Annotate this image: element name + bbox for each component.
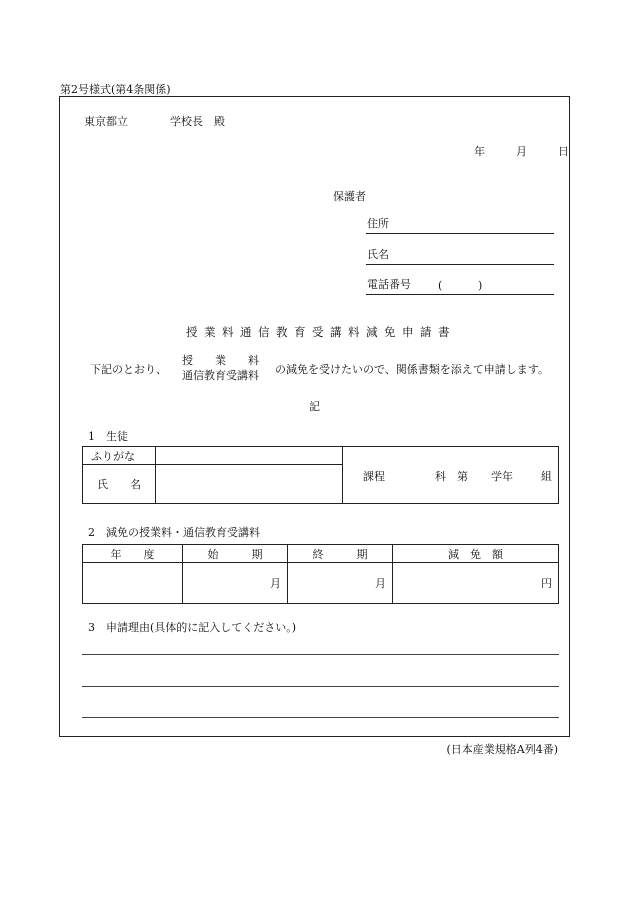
- student-table: [82, 446, 559, 504]
- col-fiscal-year: 年 度: [83, 545, 183, 563]
- amount-input[interactable]: [393, 563, 559, 604]
- date-year-label: 年: [474, 145, 485, 158]
- course-label: 課程: [363, 470, 385, 483]
- ka-label: 科: [435, 470, 446, 483]
- name-input[interactable]: [156, 465, 343, 504]
- intro-before: 下記のとおり、: [90, 363, 167, 376]
- date-month-label: 月: [516, 145, 527, 158]
- phone-paren-close: ): [478, 279, 483, 292]
- reduction-table: [82, 544, 559, 604]
- reason-line-2[interactable]: [82, 686, 559, 687]
- intro-option-stack: [182, 353, 259, 383]
- section2-heading: 2 減免の授業料・通信教育受講料: [88, 526, 260, 539]
- section3-heading: 3 申請理由(具体的に記入してください。): [88, 621, 297, 634]
- paper-size-note: (日本産業規格A列4番): [446, 743, 558, 756]
- grade-prefix: 第: [457, 470, 468, 483]
- guardian-phone-label: 電話番号: [367, 278, 411, 291]
- amount-unit: 円: [541, 577, 552, 590]
- form-title: 授業料通信教育受講料減免申請書: [186, 325, 456, 339]
- date-day-label: 日: [558, 145, 569, 158]
- reason-line-1[interactable]: [82, 654, 559, 655]
- guardian-name-label: 氏名: [367, 248, 389, 261]
- class-label: 組: [541, 470, 552, 483]
- addressee-title: 学校長 殿: [170, 115, 225, 128]
- reason-line-3[interactable]: [82, 717, 559, 718]
- end-month-input[interactable]: [288, 563, 393, 604]
- guardian-name-field[interactable]: [366, 248, 554, 265]
- section1-heading: 1 生徒: [88, 430, 128, 443]
- guardian-address-field[interactable]: [366, 217, 554, 234]
- name-label: 氏 名: [83, 465, 156, 504]
- col-end-period: 終 期: [288, 545, 393, 563]
- ki-label: 記: [309, 400, 320, 413]
- intro-after: の減免を受けたいので、関係書類を添えて申請します。: [275, 363, 549, 376]
- col-start-period: 始 期: [183, 545, 288, 563]
- date-line: [474, 143, 569, 159]
- end-month-unit: 月: [375, 577, 386, 590]
- course-cell[interactable]: [343, 447, 559, 504]
- fiscal-year-input[interactable]: [83, 563, 183, 604]
- addressee-prefix: 東京都立: [84, 115, 128, 128]
- form-number: 第2号様式(第4条関係): [60, 83, 171, 96]
- grade-label: 学年: [491, 470, 513, 483]
- guardian-phone-field[interactable]: [366, 278, 554, 295]
- col-reduction-amount: 減 免 額: [393, 545, 559, 563]
- furigana-input[interactable]: [156, 447, 343, 465]
- start-month-input[interactable]: [183, 563, 288, 604]
- furigana-label: ふりがな: [83, 447, 156, 465]
- guardian-label: 保護者: [333, 190, 366, 203]
- intro-option-correspondence: 通信教育受講料: [182, 369, 259, 382]
- form-frame: [59, 96, 570, 737]
- start-month-unit: 月: [270, 577, 281, 590]
- phone-paren-open: (: [438, 279, 443, 292]
- intro-option-tuition: 授 業 料: [182, 354, 259, 367]
- guardian-address-label: 住所: [367, 217, 389, 230]
